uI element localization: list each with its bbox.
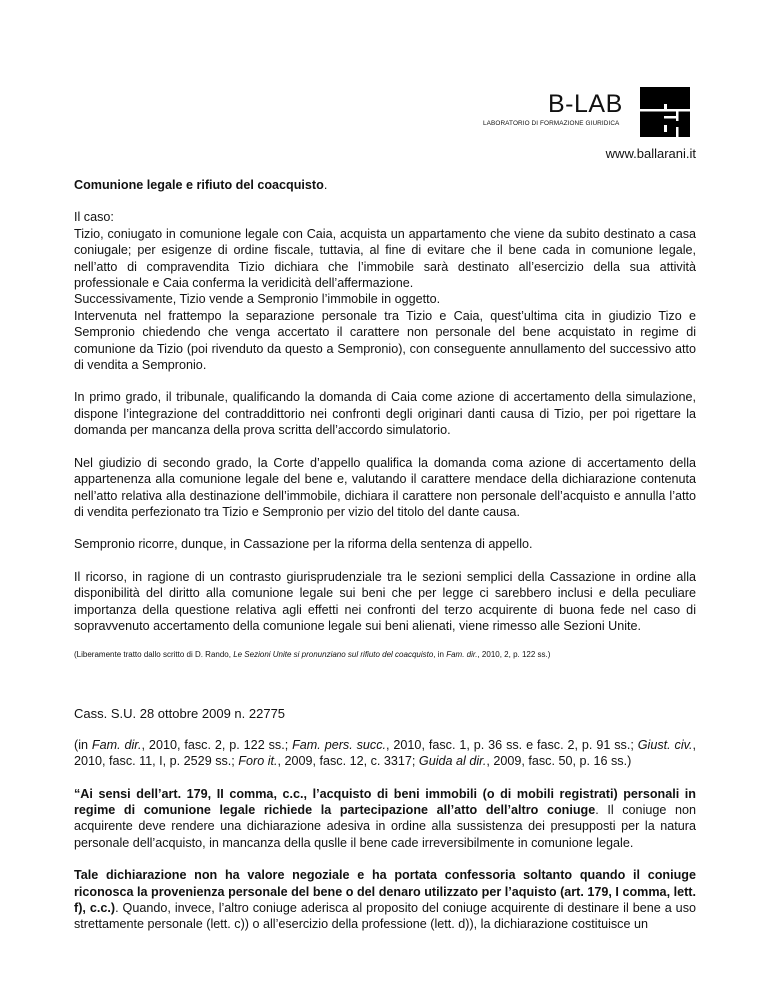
case-paragraph: Successivamente, Tizio vende a Sempronio l’immobile in oggetto. <box>74 292 441 307</box>
first-instance-paragraph: In primo grado, il tribunale, qualificando la domanda di Caia come azione di accertamento della simulazione, dispone l’integrazione del contraddittorio nei confronti degli originari danti causa di Tizio, per poi rigettare la domanda per mancanza della prova scritta dell’accordo simulatorio. <box>74 390 696 438</box>
holding-paragraph: Tale dichiarazione non ha valore negoziale e ha portata confessoria soltanto quando il coniuge riconosca la provenienza personale del bene o del denaro utilizzato per l’aquisto (art. 179, I comma, lett. f), c.c.). Quando, invece, l’altro coniuge aderisca al proposito del coniuge acquirente di destinare il bene a uso strettamente personale (lett. c)) o all’esercizio della professione (lett. d)), la dichiarazione costituisce un <box>74 868 696 932</box>
publication-references: (in Fam. dir., 2010, fasc. 2, p. 122 ss.; Fam. pers. succ., 2010, fasc. 1, p. 36 ss. e fasc. 2, p. 91 ss.; Giust. civ., 2010, fasc. 11, I, p. 2529 ss.; Foro it., 2009, fasc. 12, c. 3317; Guida al dir., 2009, fasc. 50, p. 16 ss.) <box>74 737 696 769</box>
case-heading: Il caso: <box>74 210 114 225</box>
document-body <box>74 177 696 933</box>
document-title: Comunione legale e rifiuto del coacquisto. <box>74 178 328 192</box>
appeal-filing-paragraph: Sempronio ricorre, dunque, in Cassazione per la riforma della sentenza di appello. <box>74 537 533 552</box>
case-paragraph: Tizio, coniugato in comunione legale con Caia, acquista un appartamento che viene da subito destinato a casa coniugale; per esigenze di ordine fiscale, tuttavia, al fine di evitare che il bene cada in comunione legale, nell’atto di compravendita Tizio dichiara che l’immobile sarà destinato all’esercizio della sua attività professionale e Caia conferma la veridicità dell’affermazione. <box>74 226 696 291</box>
decision-reference: Cass. S.U. 28 ottobre 2009 n. 22775 <box>74 706 286 722</box>
referral-paragraph: Il ricorso, in ragione di un contrasto giurisprudenziale tra le sezioni semplici della Cassazione in ordine alla disponibilità del diritto alla comunione legale sui beni che per legge ci sarebbero inclusi e della peculiare importanza della questione relativa agli effetti nei confronti del terzo acquirente di buona fede nel caso di sopravvenuto accertamento della comunione legale sui beni alienati, viene rimesso alle Sezioni Unite. <box>74 569 696 633</box>
source-citation: (Liberamente tratto dallo scritto di D. Rando, Le Sezioni Unite si pronunziano sul rifiuto del coacquisto, in Fam. dir., 2010, 2, p. 122 ss.) <box>74 650 551 660</box>
holding-paragraph: “Ai sensi dell’art. 179, II comma, c.c., l’acquisto di beni immobili (o di mobili registrati) personali in regime di comunione legale richiede la partecipazione all’atto dell’altro coniuge. Il coniuge non acquirente deve rendere una dichiarazione adesiva in ordine alla sussistenza dei presupposti per la natura personale dell’acquisto, in mancanza della quslle il bene cade irreversibilmente in comunione legale. <box>74 786 697 850</box>
page-header <box>0 0 768 161</box>
website-url: www.ballarani.it <box>605 146 696 161</box>
brand-subtitle: LABORATORIO DI FORMAZIONE GIURIDICA <box>483 120 620 127</box>
appeal-paragraph: Nel giudizio di secondo grado, la Corte d’appello qualifica la domanda coma azione di accertamento della appartenenza alla comunione legale del bene e, valutando il carattere mendace della dichiarazione contenuta nell’atto relativa alla destinazione dell’immobile, dichiara il carattere non personale dell’acquisto e annulla l’atto di vendita perfezionato tra Tizio e Sempronio per vizio del titolo del dante causa. <box>74 455 696 519</box>
b-lab-logo-icon <box>640 87 690 137</box>
case-paragraph: Intervenuta nel frattempo la separazione personale tra Tizio e Caia, quest’ultima cita in giudizio Tizo e Sempronio chiedendo che venga accertato il carattere non personale del bene acquistato in regime di comunione da Tizio (poi rivenduto da questo a Sempronio), con conseguente annullamento del successivo atto di vendita a Sempronio. <box>74 308 696 373</box>
brand-name: B-LAB <box>548 90 623 118</box>
